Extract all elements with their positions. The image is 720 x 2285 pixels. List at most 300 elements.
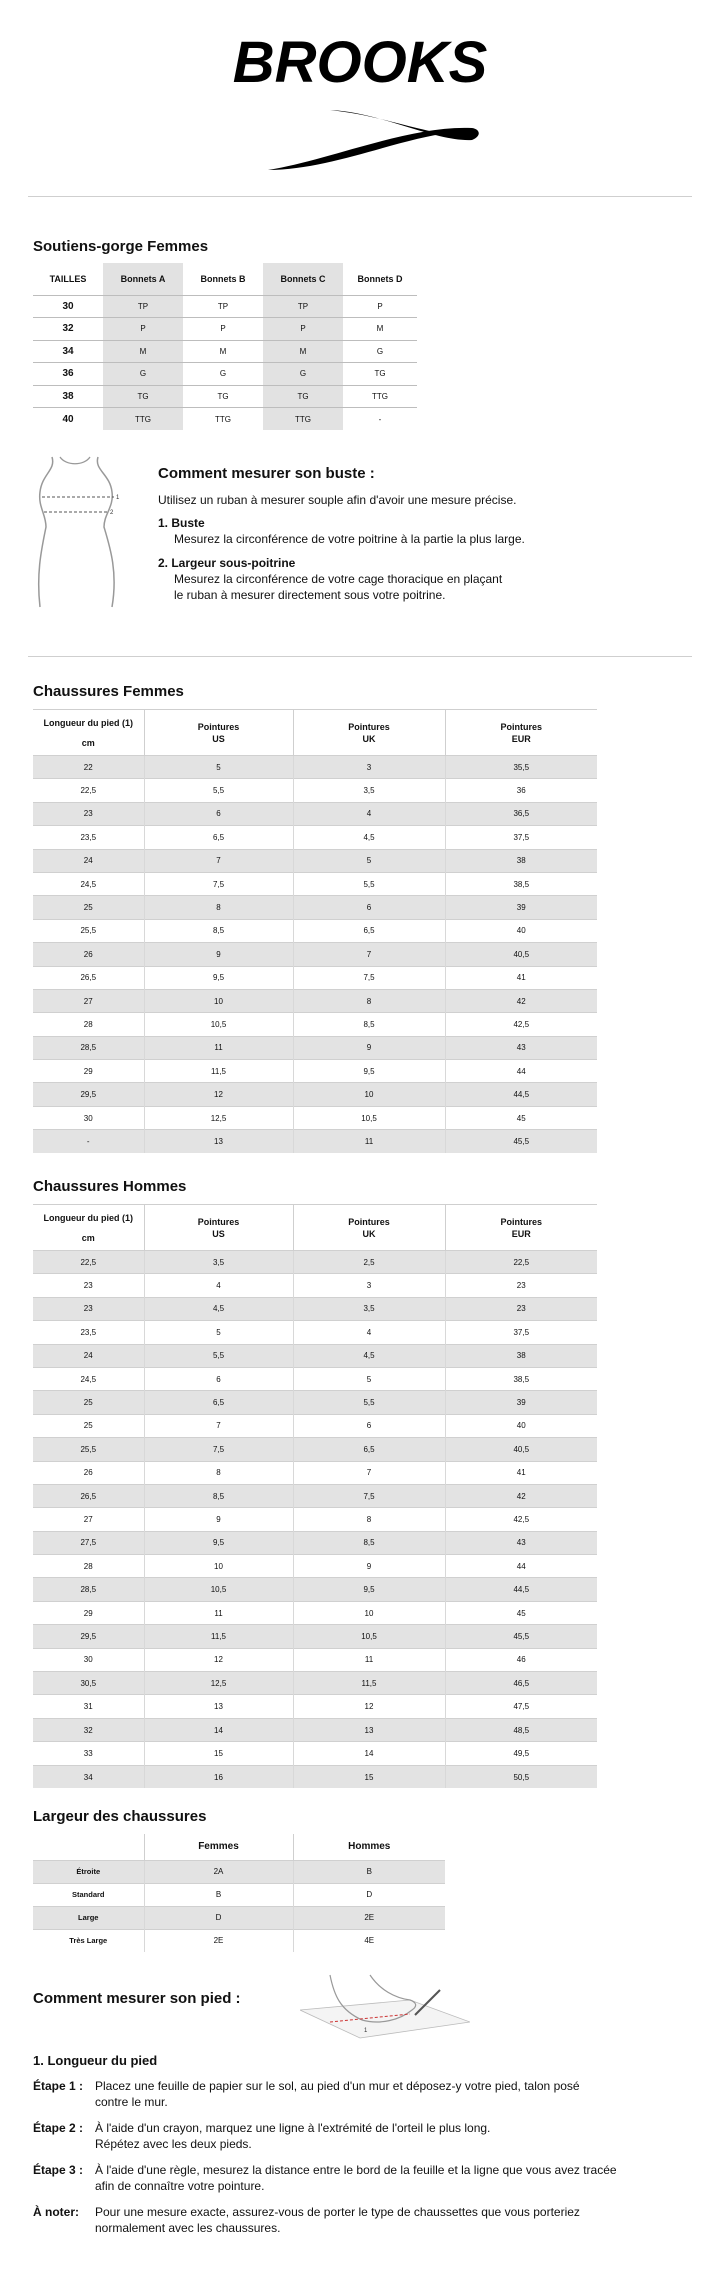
bust-step2-title: 2. Largeur sous-poitrine	[158, 556, 296, 570]
uk-size-cell: 7,5	[293, 1484, 445, 1507]
us-size-cell: 12	[144, 1083, 293, 1106]
foot-length-cell: 24,5	[33, 1367, 144, 1390]
uk-size-cell: 14	[293, 1742, 445, 1765]
uk-size-cell: 3,5	[293, 1297, 445, 1320]
table-row	[33, 340, 417, 363]
table-row	[33, 1765, 597, 1788]
divider	[28, 656, 692, 657]
foot-length-cell: 32	[33, 1718, 144, 1741]
uk-size-cell: 11	[293, 1648, 445, 1671]
uk-size-cell: 6	[293, 896, 445, 919]
table-row	[33, 1391, 597, 1414]
bra-cup-value: -	[343, 408, 417, 431]
foot-length-cell: 26	[33, 1461, 144, 1484]
uk-size-cell: 2,5	[293, 1251, 445, 1274]
table-row	[33, 1274, 597, 1297]
us-size-cell: 9,5	[144, 966, 293, 989]
step-text: Pour une mesure exacte, assurez-vous de porter le type de chaussettes que vous porteriez normalement avec les chaussures.	[95, 2205, 580, 2235]
table-row	[33, 318, 417, 341]
eur-size-cell: 22,5	[445, 1251, 597, 1274]
uk-size-cell: 8	[293, 989, 445, 1012]
foot-length-cell: 30,5	[33, 1672, 144, 1695]
col-uk: Pointures UK	[293, 1205, 445, 1251]
us-size-cell: 11	[144, 1036, 293, 1059]
foot-length-cell: 22	[33, 756, 144, 779]
us-size-cell: 11	[144, 1601, 293, 1624]
eur-size-cell: 42	[445, 1484, 597, 1507]
col-eur: Pointures EUR	[445, 710, 597, 756]
eur-size-cell: 43	[445, 1036, 597, 1059]
foot-length-cell: 24	[33, 1344, 144, 1367]
table-row	[33, 1601, 597, 1624]
us-size-cell: 6	[144, 1367, 293, 1390]
eur-size-cell: 49,5	[445, 1742, 597, 1765]
women-width-cell: B	[144, 1883, 293, 1906]
uk-size-cell: 13	[293, 1718, 445, 1741]
foot-length-cell: -	[33, 1130, 144, 1153]
us-size-cell: 5	[144, 756, 293, 779]
table-row	[33, 779, 597, 802]
eur-size-cell: 39	[445, 1391, 597, 1414]
bra-cup-value: TP	[263, 295, 343, 318]
foot-length-cell: 24,5	[33, 872, 144, 895]
uk-size-cell: 10	[293, 1083, 445, 1106]
bra-size: 32	[33, 318, 103, 341]
eur-size-cell: 39	[445, 896, 597, 919]
uk-size-cell: 5,5	[293, 872, 445, 895]
foot-length-cell: 24	[33, 849, 144, 872]
eur-size-cell: 35,5	[445, 756, 597, 779]
bra-cup-value: TG	[103, 385, 183, 408]
uk-size-cell: 6	[293, 1414, 445, 1437]
table-row	[33, 1036, 597, 1059]
eur-size-cell: 44,5	[445, 1083, 597, 1106]
bra-size: 36	[33, 363, 103, 386]
bra-cup-value: P	[183, 318, 263, 341]
uk-size-cell: 4,5	[293, 826, 445, 849]
svg-text:2: 2	[110, 510, 114, 516]
bra-cup-value: TG	[343, 363, 417, 386]
table-row	[33, 295, 417, 318]
step-text: À l'aide d'une règle, mesurez la distance entre le bord de la feuille et la ligne que vous avez tracée afin de connaître votre pointure.	[95, 2163, 617, 2193]
table-row	[33, 1531, 597, 1554]
women-width-cell: 2A	[144, 1860, 293, 1883]
foot-length-cell: 22,5	[33, 1251, 144, 1274]
bra-cup-value: TP	[183, 295, 263, 318]
us-size-cell: 12	[144, 1648, 293, 1671]
uk-size-cell: 7	[293, 1461, 445, 1484]
bra-cup-value: M	[103, 340, 183, 363]
uk-size-cell: 10,5	[293, 1625, 445, 1648]
bra-size-table	[33, 263, 417, 430]
eur-size-cell: 45	[445, 1601, 597, 1624]
uk-size-cell: 8	[293, 1508, 445, 1531]
women-width-cell: D	[144, 1906, 293, 1929]
uk-size-cell: 4,5	[293, 1344, 445, 1367]
uk-size-cell: 9,5	[293, 1578, 445, 1601]
bra-cup-value: M	[343, 318, 417, 341]
brand-wordmark: BROOKS	[232, 30, 488, 95]
bust-step1-title: 1. Buste	[158, 516, 205, 530]
us-size-cell: 15	[144, 1742, 293, 1765]
table-row	[33, 1906, 445, 1929]
table-row	[33, 363, 417, 386]
foot-measure-title: Comment mesurer son pied :	[33, 1990, 241, 2007]
foot-length-cell: 27,5	[33, 1531, 144, 1554]
bust-measure-intro: Utilisez un ruban à mesurer souple afin d'avoir une mesure précise.	[158, 493, 517, 507]
uk-size-cell: 10	[293, 1601, 445, 1624]
col-us: Pointures US	[144, 710, 293, 756]
us-size-cell: 13	[144, 1695, 293, 1718]
shoe-width-table	[33, 1834, 445, 1952]
foot-length-subtitle: 1. Longueur du pied	[33, 2053, 158, 2068]
table-row	[33, 872, 597, 895]
us-size-cell: 16	[144, 1765, 293, 1788]
table-row	[33, 1251, 597, 1274]
table-row	[33, 1648, 597, 1671]
table-row	[33, 896, 597, 919]
eur-size-cell: 50,5	[445, 1765, 597, 1788]
table-row	[33, 989, 597, 1012]
table-row	[33, 1130, 597, 1153]
bra-size: 30	[33, 295, 103, 318]
men-width-cell: B	[293, 1860, 445, 1883]
foot-length-cell: 34	[33, 1765, 144, 1788]
foot-length-cell: 25,5	[33, 919, 144, 942]
table-row	[33, 1625, 597, 1648]
foot-length-cell: 31	[33, 1695, 144, 1718]
foot-length-cell: 23	[33, 1274, 144, 1297]
us-size-cell: 9	[144, 943, 293, 966]
uk-size-cell: 12	[293, 1695, 445, 1718]
table-row	[33, 1060, 597, 1083]
us-size-cell: 10	[144, 989, 293, 1012]
eur-size-cell: 38,5	[445, 1367, 597, 1390]
eur-size-cell: 44	[445, 1060, 597, 1083]
foot-length-cell: 26,5	[33, 966, 144, 989]
uk-size-cell: 6,5	[293, 1438, 445, 1461]
eur-size-cell: 48,5	[445, 1718, 597, 1741]
bra-size: 40	[33, 408, 103, 431]
us-size-cell: 6	[144, 802, 293, 825]
table-row	[33, 802, 597, 825]
step-label: À noter:	[33, 2205, 79, 2219]
us-size-cell: 4	[144, 1274, 293, 1297]
foot-step	[33, 2078, 693, 2110]
foot-length-cell: 30	[33, 1106, 144, 1129]
table-row	[33, 1508, 597, 1531]
uk-size-cell: 15	[293, 1765, 445, 1788]
foot-length-cell: 25	[33, 896, 144, 919]
men-width-cell: 2E	[293, 1906, 445, 1929]
table-row	[33, 1860, 445, 1883]
divider	[28, 196, 692, 197]
women-shoe-table	[33, 709, 597, 1153]
eur-size-cell: 38,5	[445, 872, 597, 895]
eur-size-cell: 40	[445, 919, 597, 942]
bra-header-1: Bonnets A	[103, 263, 183, 295]
foot-length-cell: 28	[33, 1555, 144, 1578]
foot-length-cell: 23,5	[33, 1321, 144, 1344]
table-row	[33, 385, 417, 408]
eur-size-cell: 41	[445, 966, 597, 989]
eur-size-cell: 23	[445, 1274, 597, 1297]
uk-size-cell: 5	[293, 849, 445, 872]
bust-step2-line2: le ruban à mesurer directement sous votre poitrine.	[174, 588, 446, 602]
us-size-cell: 10	[144, 1555, 293, 1578]
foot-length-cell: 28	[33, 1013, 144, 1036]
foot-step	[33, 2204, 693, 2236]
table-row	[33, 1414, 597, 1437]
foot-length-cell: 33	[33, 1742, 144, 1765]
swoosh-icon	[268, 110, 479, 170]
brooks-logo	[210, 30, 510, 180]
step-text: Placez une feuille de papier sur le sol, au pied d'un mur et déposez-y votre pied, talon posé contre le mur.	[95, 2079, 580, 2109]
bra-cup-value: TG	[263, 385, 343, 408]
us-size-cell: 7,5	[144, 1438, 293, 1461]
torso-figure	[34, 452, 124, 612]
uk-size-cell: 8,5	[293, 1531, 445, 1554]
bra-cup-value: TTG	[263, 408, 343, 431]
table-row	[33, 849, 597, 872]
eur-size-cell: 41	[445, 1461, 597, 1484]
foot-length-cell: 26	[33, 943, 144, 966]
eur-size-cell: 42,5	[445, 1013, 597, 1036]
width-label: Standard	[33, 1883, 144, 1906]
us-size-cell: 8,5	[144, 919, 293, 942]
foot-length-cell: 29	[33, 1060, 144, 1083]
table-row	[33, 1321, 597, 1344]
eur-size-cell: 40,5	[445, 1438, 597, 1461]
col-men: Hommes	[348, 1841, 391, 1853]
uk-size-cell: 3	[293, 756, 445, 779]
us-size-cell: 12,5	[144, 1672, 293, 1695]
bra-cup-value: G	[103, 363, 183, 386]
table-row	[33, 1484, 597, 1507]
step-text: À l'aide d'un crayon, marquez une ligne à l'extrémité de l'orteil le plus long. Répétez avec les deux pieds.	[95, 2121, 491, 2151]
uk-size-cell: 10,5	[293, 1106, 445, 1129]
uk-size-cell: 4	[293, 802, 445, 825]
eur-size-cell: 40	[445, 1414, 597, 1437]
men-width-cell: D	[293, 1883, 445, 1906]
foot-length-cell: 23	[33, 802, 144, 825]
svg-text:1: 1	[116, 495, 120, 501]
women-shoes-title: Chaussures Femmes	[33, 683, 184, 700]
us-size-cell: 5	[144, 1321, 293, 1344]
table-row	[33, 756, 597, 779]
bra-cup-value: G	[263, 363, 343, 386]
us-size-cell: 4,5	[144, 1297, 293, 1320]
col-women: Femmes	[144, 1834, 293, 1860]
us-size-cell: 8,5	[144, 1484, 293, 1507]
uk-size-cell: 8,5	[293, 1013, 445, 1036]
bra-cup-value: P	[103, 318, 183, 341]
foot-length-cell: 25,5	[33, 1438, 144, 1461]
bra-cup-value: G	[183, 363, 263, 386]
us-size-cell: 8	[144, 896, 293, 919]
uk-size-cell: 7,5	[293, 966, 445, 989]
bra-title: Soutiens-gorge Femmes	[33, 238, 209, 255]
foot-figure	[300, 1970, 470, 2040]
bra-header-2: Bonnets B	[200, 273, 246, 284]
table-row	[33, 1438, 597, 1461]
table-row	[33, 1929, 445, 1952]
step-label: Étape 1 :	[33, 2079, 84, 2093]
us-size-cell: 8	[144, 1461, 293, 1484]
table-row	[33, 1106, 597, 1129]
foot-length-cell: 29,5	[33, 1083, 144, 1106]
us-size-cell: 5,5	[144, 779, 293, 802]
uk-size-cell: 11	[293, 1130, 445, 1153]
bra-cup-value: TTG	[343, 385, 417, 408]
table-row	[33, 943, 597, 966]
eur-size-cell: 43	[445, 1531, 597, 1554]
us-size-cell: 10,5	[144, 1013, 293, 1036]
step-label: Étape 3 :	[33, 2163, 84, 2177]
foot-length-cell: 26,5	[33, 1484, 144, 1507]
us-size-cell: 10,5	[144, 1578, 293, 1601]
table-row	[33, 1578, 597, 1601]
bust-step2-line1: Mesurez la circonférence de votre cage thoracique en plaçant	[174, 572, 503, 586]
us-size-cell: 7,5	[144, 872, 293, 895]
us-size-cell: 3,5	[144, 1251, 293, 1274]
uk-size-cell: 5,5	[293, 1391, 445, 1414]
step-label: Étape 2 :	[33, 2121, 84, 2135]
foot-length-cell: 27	[33, 989, 144, 1012]
eur-size-cell: 37,5	[445, 1321, 597, 1344]
foot-length-cell: 28,5	[33, 1578, 144, 1601]
uk-size-cell: 4	[293, 1321, 445, 1344]
foot-length-cell: 25	[33, 1391, 144, 1414]
table-row	[33, 408, 417, 431]
bra-size: 38	[33, 385, 103, 408]
women-width-cell: 2E	[144, 1929, 293, 1952]
uk-size-cell: 6,5	[293, 919, 445, 942]
eur-size-cell: 42,5	[445, 1508, 597, 1531]
eur-size-cell: 46	[445, 1648, 597, 1671]
foot-length-cell: 28,5	[33, 1036, 144, 1059]
foot-length-cell: 25	[33, 1414, 144, 1437]
us-size-cell: 13	[144, 1130, 293, 1153]
bra-cup-value: TG	[183, 385, 263, 408]
table-row	[33, 1461, 597, 1484]
col-uk: Pointures UK	[293, 710, 445, 756]
eur-size-cell: 36	[445, 779, 597, 802]
us-size-cell: 6,5	[144, 1391, 293, 1414]
men-shoe-table	[33, 1204, 597, 1788]
col-eur: Pointures EUR	[445, 1205, 597, 1251]
us-size-cell: 14	[144, 1718, 293, 1741]
eur-size-cell: 38	[445, 849, 597, 872]
eur-size-cell: 45,5	[445, 1625, 597, 1648]
uk-size-cell: 9	[293, 1036, 445, 1059]
us-size-cell: 5,5	[144, 1344, 293, 1367]
table-row	[33, 1883, 445, 1906]
eur-size-cell: 47,5	[445, 1695, 597, 1718]
eur-size-cell: 37,5	[445, 826, 597, 849]
col-foot-length: Longueur du pied (1) cm	[33, 1205, 144, 1251]
uk-size-cell: 9,5	[293, 1060, 445, 1083]
eur-size-cell: 45,5	[445, 1130, 597, 1153]
table-row	[33, 1695, 597, 1718]
uk-size-cell: 3	[293, 1274, 445, 1297]
bra-header-3: Bonnets C	[263, 263, 343, 295]
uk-size-cell: 7	[293, 943, 445, 966]
widths-title: Largeur des chaussures	[33, 1808, 207, 1825]
men-shoes-title: Chaussures Hommes	[33, 1178, 187, 1195]
table-row	[33, 1344, 597, 1367]
eur-size-cell: 36,5	[445, 802, 597, 825]
col-us: Pointures US	[144, 1205, 293, 1251]
width-label: Très Large	[33, 1929, 144, 1952]
bra-cup-value: TTG	[183, 408, 263, 431]
table-row	[33, 1555, 597, 1578]
eur-size-cell: 44,5	[445, 1578, 597, 1601]
us-size-cell: 9,5	[144, 1531, 293, 1554]
us-size-cell: 12,5	[144, 1106, 293, 1129]
table-row	[33, 1672, 597, 1695]
width-label: Large	[33, 1906, 144, 1929]
table-row	[33, 1083, 597, 1106]
table-row	[33, 966, 597, 989]
foot-length-cell: 23,5	[33, 826, 144, 849]
table-row	[33, 1013, 597, 1036]
table-row	[33, 1718, 597, 1741]
table-row	[33, 1742, 597, 1765]
foot-length-cell: 27	[33, 1508, 144, 1531]
bust-measure-title: Comment mesurer son buste :	[158, 465, 375, 482]
foot-length-cell: 30	[33, 1648, 144, 1671]
uk-size-cell: 5	[293, 1367, 445, 1390]
bra-header-0: TAILLES	[49, 273, 87, 284]
us-size-cell: 9	[144, 1508, 293, 1531]
foot-length-cell: 22,5	[33, 779, 144, 802]
bra-cup-value: G	[343, 340, 417, 363]
us-size-cell: 11,5	[144, 1625, 293, 1648]
bra-cup-value: M	[183, 340, 263, 363]
eur-size-cell: 40,5	[445, 943, 597, 966]
men-width-cell: 4E	[293, 1929, 445, 1952]
foot-length-cell: 23	[33, 1297, 144, 1320]
us-size-cell: 7	[144, 849, 293, 872]
us-size-cell: 7	[144, 1414, 293, 1437]
bra-cup-value: TTG	[103, 408, 183, 431]
foot-step	[33, 2120, 693, 2152]
col-foot-length: Longueur du pied (1) cm	[33, 710, 144, 756]
eur-size-cell: 42	[445, 989, 597, 1012]
eur-size-cell: 45	[445, 1106, 597, 1129]
bra-size: 34	[33, 340, 103, 363]
eur-size-cell: 44	[445, 1555, 597, 1578]
table-row	[33, 1367, 597, 1390]
foot-length-cell: 29,5	[33, 1625, 144, 1648]
uk-size-cell: 9	[293, 1555, 445, 1578]
bra-cup-value: TP	[103, 295, 183, 318]
uk-size-cell: 3,5	[293, 779, 445, 802]
bra-cup-value: P	[263, 318, 343, 341]
eur-size-cell: 38	[445, 1344, 597, 1367]
width-label: Étroite	[33, 1860, 144, 1883]
bra-cup-value: P	[343, 295, 417, 318]
table-row	[33, 826, 597, 849]
eur-size-cell: 46,5	[445, 1672, 597, 1695]
uk-size-cell: 11,5	[293, 1672, 445, 1695]
foot-length-cell: 29	[33, 1601, 144, 1624]
us-size-cell: 6,5	[144, 826, 293, 849]
bra-cup-value: M	[263, 340, 343, 363]
bra-header-4: Bonnets D	[357, 273, 403, 284]
table-row	[33, 919, 597, 942]
